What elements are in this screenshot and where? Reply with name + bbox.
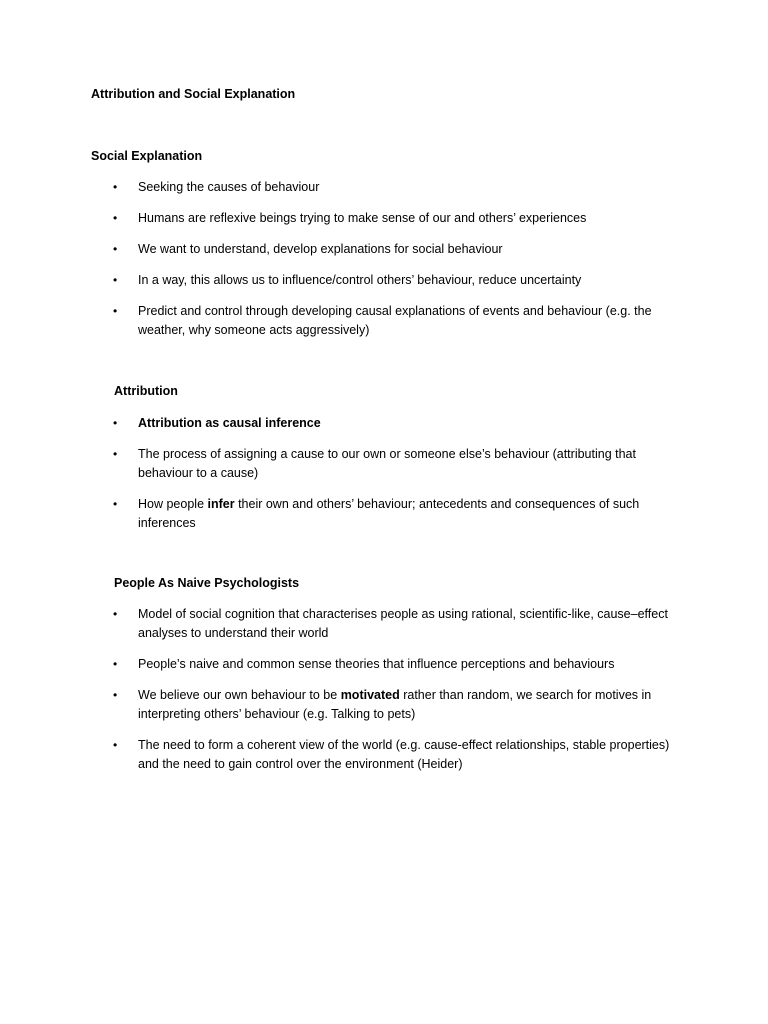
list-item [91,495,681,533]
bullet-icon: • [113,273,118,287]
list-item [91,209,681,228]
list-item-text: Seeking the causes of behaviour [138,180,320,194]
text-run: How people [138,497,208,511]
list-item [91,178,681,197]
list-item [91,302,681,340]
list-item [91,605,681,643]
bullet-icon: • [113,211,118,225]
section-heading-naive-psychologists: People As Naive Psychologists [114,576,300,590]
list-item-text: People’s naive and common sense theories that influence perceptions and behaviours [138,657,615,671]
list-item-text: Humans are reflexive beings trying to make sense of our and others’ experiences [138,211,587,225]
bullet-icon: • [113,180,118,194]
bullet-icon: • [113,416,118,430]
bullet-icon: • [113,657,118,671]
list-item-text: The need to form a coherent view of the world (e.g. cause-effect relationships, stable properties) and the need to gain control over the environment (Heider) [138,738,670,771]
list-item-text: Attribution as causal inference [138,416,321,430]
list-item [91,655,681,674]
list-item-text: The process of assigning a cause to our own or someone else’s behaviour (attributing that behaviour to a cause) [138,447,636,480]
emphasis-infer: infer [207,497,235,511]
list-item [91,240,681,259]
list-item [91,445,681,483]
list-item [91,414,681,433]
emphasis-motivated: motivated [340,688,400,702]
bullet-icon: • [113,607,118,621]
list-item-text: In a way, this allows us to influence/control others’ behaviour, reduce uncertainty [138,273,582,287]
list-item-text: Model of social cognition that characterises people as using rational, scientific-like, cause–effect analyses to understand their world [138,607,668,640]
bullet-icon: • [113,242,118,256]
bullet-icon: • [113,447,118,461]
social-explanation-list [91,178,681,352]
text-run: their own and others’ behaviour; antecedents and consequences of such inferences [138,497,640,530]
list-item-text [138,686,681,724]
text-run: We believe our own behaviour to be [138,688,341,702]
list-item-text: Predict and control through developing causal explanations of events and behaviour (e.g. the weather, why someone acts aggressively) [138,304,652,337]
list-item [91,686,681,724]
list-item [91,736,681,774]
bullet-icon: • [113,304,118,318]
bullet-icon: • [113,688,118,702]
section-heading-social-explanation: Social Explanation [91,149,203,163]
naive-psychologists-list [91,605,681,786]
bullet-icon: • [113,738,118,752]
list-item [91,271,681,290]
section-heading-attribution: Attribution [114,384,178,398]
bullet-icon: • [113,497,118,511]
document-title: Attribution and Social Explanation [91,87,296,101]
list-item-text: We want to understand, develop explanations for social behaviour [138,242,503,256]
list-item-text [138,495,681,533]
text-run: rather than random, we search for motives in interpreting others’ behaviour (e.g. Talking to pets) [138,688,652,721]
attribution-list [91,414,681,545]
